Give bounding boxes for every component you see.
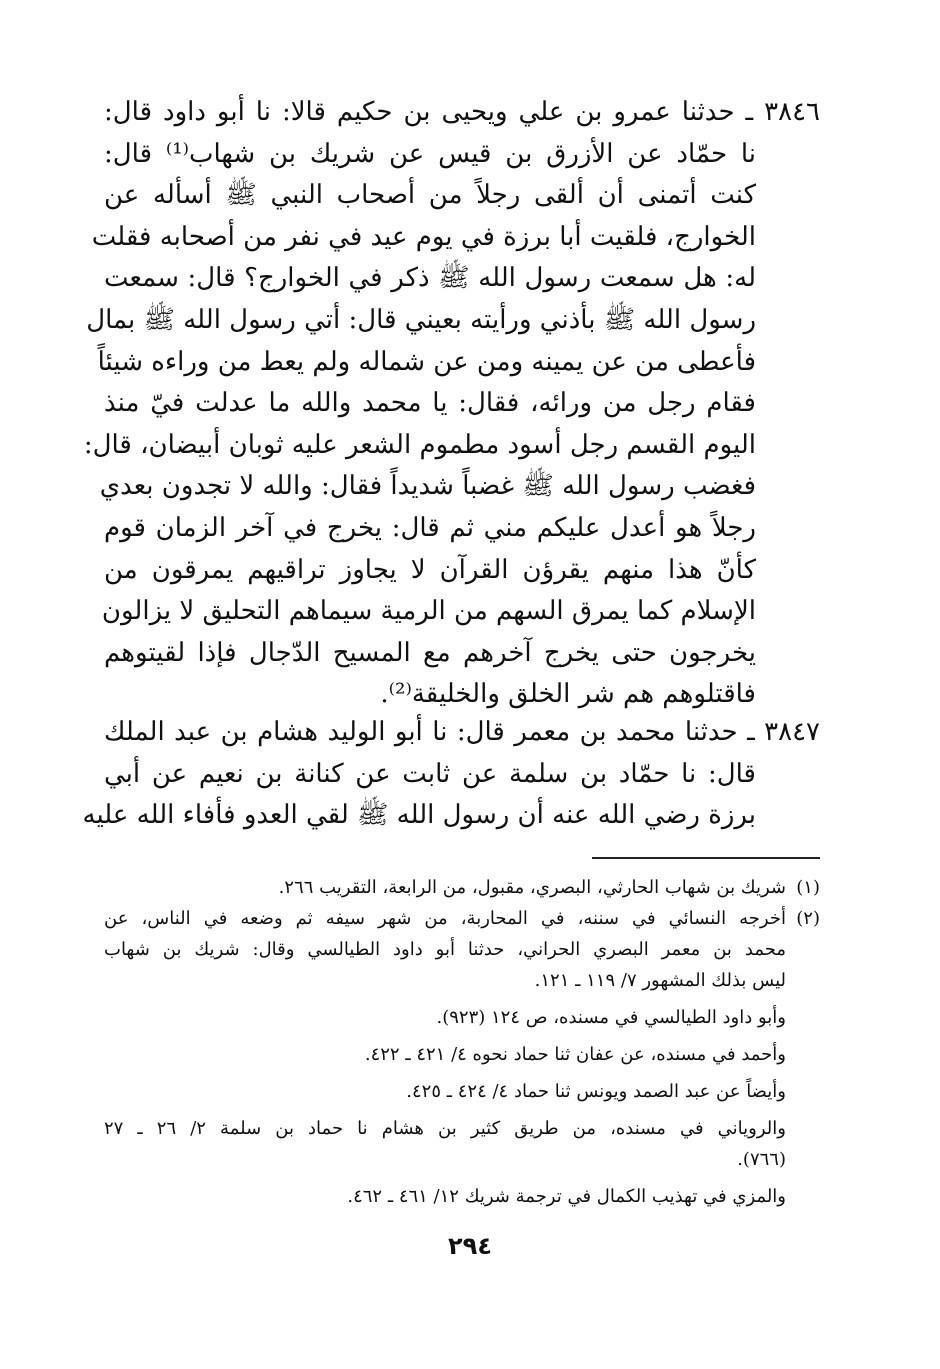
footnote-line: شريك بن شهاب الحارثي، البصري، مقبول، من الرابعة، التقريب ٢٦٦. <box>278 877 786 898</box>
footnote-line: والمزي في تهذيب الكمال في ترجمة شريك ١٢/ ٤٦١ ـ ٤٦٢. <box>347 1186 786 1207</box>
footnote-2-source <box>104 1002 820 1033</box>
footnotes <box>104 872 820 1212</box>
hadith-line: كأنّ هذا منهم يقرؤن القرآن لا يجاوز تراقيهم يمرقون من <box>104 554 756 585</box>
footnote-number: (١) <box>796 877 820 898</box>
hadith-3846 <box>83 92 820 716</box>
footnote-2-source <box>104 1113 820 1175</box>
hadith-line: برزة رضي الله عنه أن رسول الله ﷺ لقي العدو فأفاء الله عليه <box>82 800 756 831</box>
hadith-line: كنت أتمنى أن ألقى رجلاً من أصحاب النبي ﷺ أسأله عن <box>104 180 756 211</box>
hadith-line: رجلاً هو أعدل عليكم مني ثم قال: يخرج في آخر الزمان قوم <box>104 512 756 543</box>
footnote-line: أخرجه النسائي في سننه، في المحاربة، من شهر سيفه ثم وضعه في الناس، عن <box>104 908 786 929</box>
footnote-2-source <box>104 1076 820 1107</box>
hadith-line: الخوارج، فلقيت أبا برزة في يوم عيد في نفر من أصحابه فقلت <box>91 221 756 252</box>
footnote-line: وأحمد في مسنده، عن عفان ثنا حماد نحوه ٤/ ٤٢١ ـ ٤٢٢. <box>364 1044 786 1065</box>
footnote-line: والروياني في مسنده، من طريق كثير بن هشام نا حماد بن سلمة ٢/ ٢٦ ـ ٢٧ <box>104 1118 786 1139</box>
footnote-number: (٢) <box>796 908 820 929</box>
hadith-line: ٣٨٤٦ ـ حدثنا عمرو بن علي ويحيى بن حكيم قالا: نا أبو داود قال: <box>104 97 820 127</box>
footnote-separator <box>592 857 820 859</box>
footnote-line: ليس بذلك المشهور ٧/ ١١٩ ـ ١٢١. <box>534 970 786 991</box>
footnote-line: وأبو داود الطيالسي في مسنده، ص ١٢٤ (٩٢٣). <box>436 1007 786 1028</box>
hadith-line: له: هل سمعت رسول الله ﷺ ذكر في الخوارج؟ قال: سمعت <box>104 263 756 294</box>
hadith-line: الإسلام كما يمرق السهم من الرمية سيماهم التحليق لا يزالون <box>101 596 756 627</box>
hadith-line: فقام رجل من ورائه، فقال: يا محمد والله ما عدلت فيّ منذ <box>104 388 756 419</box>
hadith-line: فاقتلوهم هم شر الخلق والخليقة⁽²⁾. <box>380 679 756 710</box>
hadith-line: يخرجون حتى يخرج آخرهم مع المسيح الدّجال فإذا لقيتوهم <box>104 637 756 668</box>
hadith-line: قال: نا حمّاد بن سلمة عن ثابت عن كنانة بن نعيم عن أبي <box>104 758 756 789</box>
hadith-line: رسول الله ﷺ بأذني ورأيته بعيني قال: أتي رسول الله ﷺ بمال <box>86 304 756 335</box>
hadith-line: ٣٨٤٧ ـ حدثنا محمد بن معمر قال: نا أبو الوليد هشام بن عبد الملك <box>104 717 820 747</box>
hadith-line: فأعطى من عن يمينه ومن عن شماله ولم يعط من وراءه شيئاً <box>97 346 756 377</box>
footnote-line: محمد بن معمر البصري الحراني، حدثنا أبو داود الطيالسي وقال: شريك بن شهاب <box>104 939 786 960</box>
footnote-1 <box>104 872 820 903</box>
hadith-line: نا حمّاد عن الأزرق بن قيس عن شريك بن شهاب⁽¹⁾ قال: <box>104 138 756 169</box>
hadith-line: اليوم القسم رجل أسود مطموم الشعر عليه ثوبان أبيضان، قال: <box>83 429 756 460</box>
footnote-2-source <box>104 1181 820 1212</box>
page-number: ٢٩٤ <box>448 1232 492 1260</box>
hadith-3847 <box>82 712 820 837</box>
hadith-line: فغضب رسول الله ﷺ غضباً شديداً فقال: والله لا تجدون بعدي <box>99 471 756 502</box>
footnote-2 <box>104 903 820 996</box>
footnote-2-source <box>104 1039 820 1070</box>
footnote-line: وأيضاً عن عبد الصمد ويونس ثنا حماد ٤/ ٤٢٤ ـ ٤٢٥. <box>406 1081 786 1102</box>
footnote-line: (٧٦٦). <box>737 1149 786 1170</box>
